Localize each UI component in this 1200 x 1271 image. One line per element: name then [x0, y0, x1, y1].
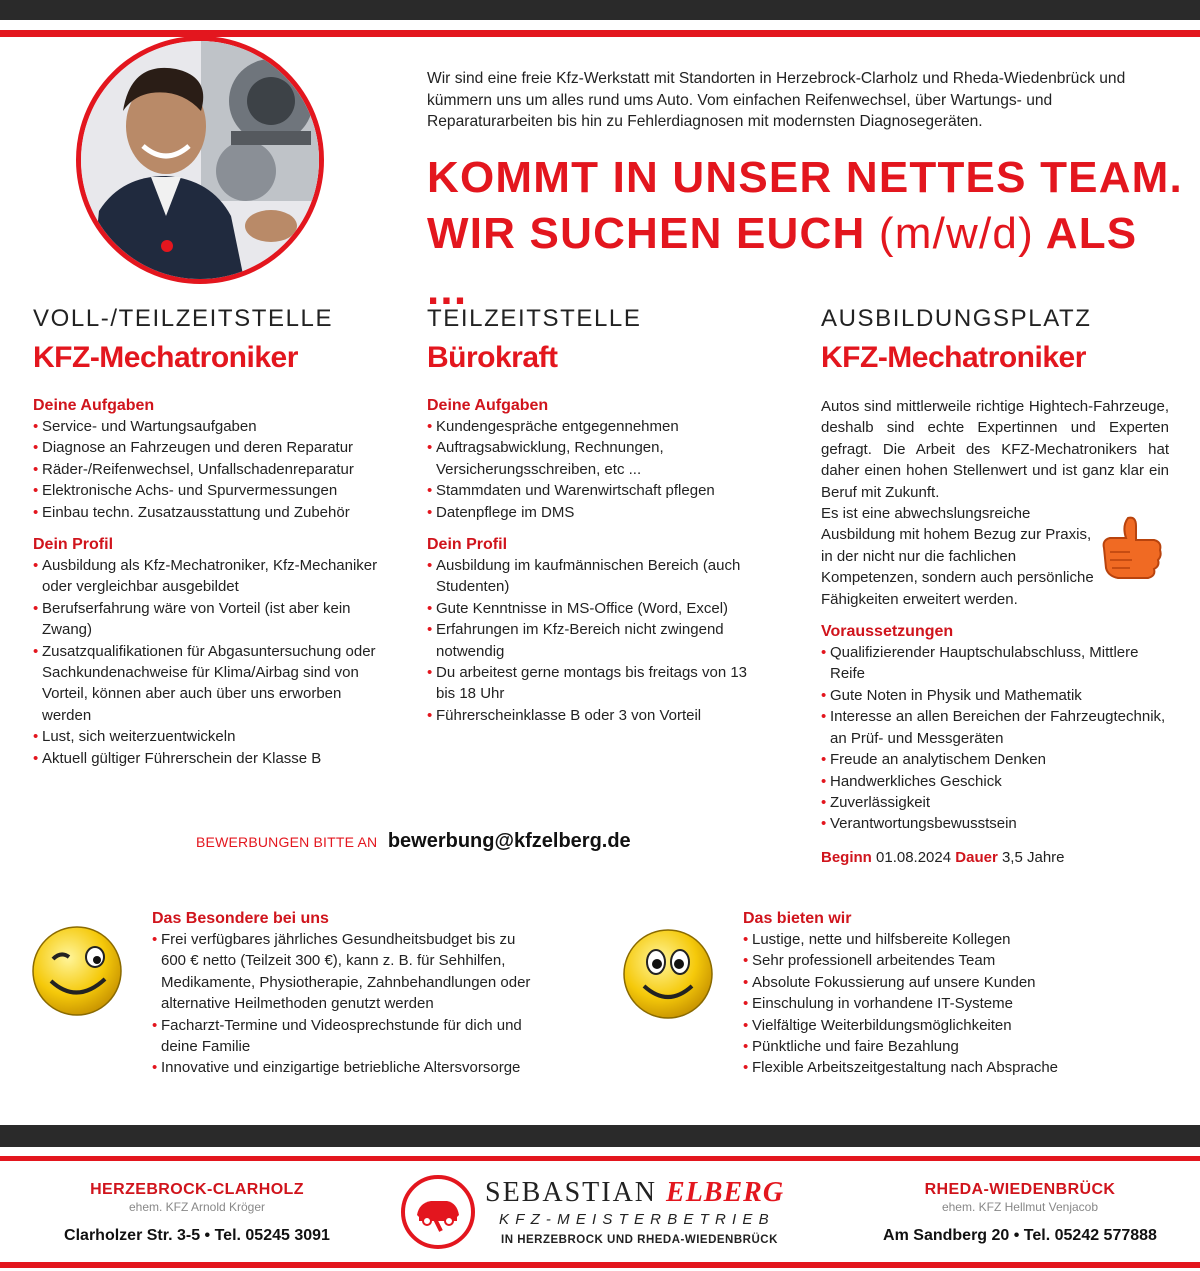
list-item: • Führerscheinklasse B oder 3 von Vorteil: [427, 705, 747, 726]
list-item: • Du arbeitest gerne montags bis freitags von 13 bis 18 Uhr: [427, 662, 747, 705]
headline-gender: (m/w/d): [878, 209, 1034, 258]
section-heading-profile: Dein Profil: [427, 536, 508, 554]
location-address: Am Sandberg 20 • Tel. 05242 577888: [883, 1227, 1157, 1244]
list-item: • Lustige, nette und hilfsbereite Kollegen: [743, 929, 1063, 950]
wink-smiley-icon: [31, 925, 123, 1017]
top-dark-bar: [0, 0, 1200, 20]
list-item: • Handwerkliches Geschick: [821, 771, 1169, 792]
start-and-duration: [821, 847, 1169, 868]
section-heading-requirements: Voraussetzungen: [821, 623, 954, 641]
list-item: • Service- und Wartungsaufgaben: [33, 416, 385, 437]
list-item: • Auftragsabwicklung, Rechnungen, Versicherungsschreiben, etc ...: [427, 437, 747, 480]
bottom-dark-bar: [0, 1125, 1200, 1147]
requirements-list: [821, 642, 1169, 835]
job-type: VOLL-/TEILZEITSTELLE: [33, 305, 334, 332]
location-city: RHEDA-WIEDENBRÜCK: [924, 1181, 1116, 1198]
job-type: AUSBILDUNGSPLATZ: [821, 305, 1092, 332]
top-red-line: [0, 30, 1200, 37]
elberg-car-logo-icon: [401, 1175, 475, 1249]
list-item: • Räder-/Reifenwechsel, Unfallschadenreparatur: [33, 459, 385, 480]
job-title: Bürokraft: [427, 341, 558, 374]
benefits-offer: [743, 909, 1063, 1079]
list-item: • Interesse an allen Bereichen der Fahrzeugtechnik, an Prüf- und Messgeräten: [821, 706, 1169, 749]
list-item: • Erfahrungen im Kfz-Bereich nicht zwingend notwendig: [427, 619, 747, 662]
application-email-link[interactable]: bewerbung@kfzelberg.de: [387, 830, 631, 852]
special-list: [152, 929, 542, 1079]
apprenticeship-description-2: Es ist eine abwechslungsreiche Ausbildung mit hohem Bezug zur Praxis, in der nicht nur die fachlichen Kompetenzen, sondern auch persönliche Fähigkeiten erweitert werden.: [821, 505, 1094, 608]
list-item: • Lust, sich weiterzuentwickeln: [33, 726, 385, 747]
location-previous-owner: ehem. KFZ Hellmut Venjacob: [941, 1200, 1099, 1214]
list-item: • Einbau techn. Zusatzausstattung und Zubehör: [33, 502, 385, 523]
list-item: • Einschulung in vorhandene IT-Systeme: [743, 993, 1063, 1014]
section-heading-tasks: Deine Aufgaben: [33, 397, 155, 414]
mechanic-photo: [76, 36, 324, 284]
list-item: • Gute Kenntnisse in MS-Office (Word, Excel): [427, 598, 747, 619]
application-line: [196, 830, 631, 853]
job-column-office: [427, 304, 747, 726]
headline-part-c: ALS ...: [427, 209, 1138, 314]
section-heading-offer: Das bieten wir: [743, 910, 852, 927]
list-item: • Freude an analytischem Denken: [821, 749, 1169, 770]
logo-first-name: SEBASTIAN: [485, 1177, 658, 1208]
list-item: • Ausbildung im kaufmännischen Bereich (auch Studenten): [427, 555, 747, 598]
duration-label: Dauer: [955, 848, 998, 866]
logo-last-name: ELBERG: [666, 1177, 785, 1208]
list-item: • Datenpflege im DMS: [427, 502, 747, 523]
list-item: • Zusatzqualifikationen für Abgasuntersuchung oder Sachkundenachweise für Klima/Airbag sind von Vorteil, können aber auch über uns erworben werden: [33, 641, 385, 727]
duration-value: 3,5 Jahre: [1001, 848, 1065, 866]
offer-list: [743, 929, 1063, 1079]
thumbs-up-icon: [1096, 514, 1166, 586]
list-item: • Vielfältige Weiterbildungsmöglichkeiten: [743, 1015, 1063, 1036]
section-heading-tasks: Deine Aufgaben: [427, 397, 549, 414]
job-title: KFZ-Mechatroniker: [33, 341, 298, 374]
list-item: • Berufserfahrung wäre von Vorteil (ist aber kein Zwang): [33, 598, 385, 641]
list-item: • Pünktliche und faire Bezahlung: [743, 1036, 1063, 1057]
list-item: • Frei verfügbares jährliches Gesundheitsbudget bis zu 600 € netto (Teilzeit 300 €), kann z. B. für Sehhilfen, Medikamente, Physiotherapie, Zahnbehandlungen oder alternative Heilmethoden genutzt werden: [152, 929, 542, 1015]
list-item: • Facharzt-Termine und Videosprechstunde für dich und deine Familie: [152, 1015, 542, 1058]
list-item: • Innovative und einzigartige betriebliche Altersvorsorge: [152, 1057, 542, 1078]
section-heading-special: Das Besondere bei uns: [152, 910, 329, 927]
logo-subtitle: KFZ-MEISTERBETRIEB: [499, 1211, 775, 1228]
task-list: [427, 416, 747, 523]
list-item: • Elektronische Achs- und Spurvermessungen: [33, 480, 385, 501]
headline-line-2: [427, 206, 1187, 318]
location-address: Clarholzer Str. 3-5 • Tel. 05245 3091: [64, 1227, 330, 1244]
list-item: • Kundengespräche entgegennehmen: [427, 416, 747, 437]
benefits-special: [152, 909, 542, 1079]
headline: [427, 150, 1187, 318]
logo-tagline: IN HERZEBROCK UND RHEDA-WIEDENBRÜCK: [501, 1234, 778, 1246]
list-item: • Stammdaten und Warenwirtschaft pflegen: [427, 480, 747, 501]
list-item: • Absolute Fokussierung auf unsere Kunden: [743, 972, 1063, 993]
logo-company-name: [485, 1177, 784, 1209]
footer-location-right: [865, 1181, 1175, 1245]
list-item: • Qualifizierender Hauptschulabschluss, Mittlere Reife: [821, 642, 1169, 685]
list-item: • Aktuell gültiger Führerschein der Klasse B: [33, 748, 385, 769]
list-item: • Gute Noten in Physik und Mathematik: [821, 685, 1169, 706]
happy-smiley-icon: [622, 928, 714, 1020]
profile-list: [33, 555, 385, 769]
headline-line-1: KOMMT IN UNSER NETTES TEAM.: [427, 153, 1183, 202]
list-item: • Ausbildung als Kfz-Mechatroniker, Kfz-Mechaniker oder vergleichbar ausgebildet: [33, 555, 385, 598]
begin-label: Beginn: [821, 848, 872, 866]
job-type: TEILZEITSTELLE: [427, 305, 642, 332]
profile-list: [427, 555, 747, 726]
list-item: • Verantwortungsbewusstsein: [821, 813, 1169, 834]
section-heading-profile: Dein Profil: [33, 536, 114, 554]
footer-location-left: [42, 1181, 352, 1245]
company-logo: [397, 1171, 797, 1259]
headline-part-a: WIR SUCHEN EUCH: [427, 209, 866, 258]
job-column-apprenticeship: [821, 304, 1169, 868]
footer-red-line: [0, 1262, 1200, 1268]
location-previous-owner: ehem. KFZ Arnold Kröger: [128, 1200, 266, 1214]
apprenticeship-description: Autos sind mittlerweile richtige Hightech-Fahrzeuge, deshalb sind echte Expertinnen und Experten gefragt. Die Arbeit des KFZ-Mechatronikers hat daher einen hohen Stellenwert und ist ganz klar ein Beruf mit Zukunft.: [821, 398, 1169, 501]
begin-value: 01.08.2024: [876, 848, 952, 866]
list-item: • Zuverlässigkeit: [821, 792, 1169, 813]
intro-text: Wir sind eine freie Kfz-Werkstatt mit Standorten in Herzebrock-Clarholz und Rheda-Wiedenbrück und kümmern uns um alles rund ums Auto. Vom einfachen Reifenwechsel, über Wartungs- und Reparaturarbeiten bis hin zu Fehlerdiagnosen mit modernsten Diagnosegeräten.: [427, 70, 1126, 130]
location-city: HERZEBROCK-CLARHOLZ: [90, 1181, 304, 1198]
list-item: • Sehr professionell arbeitendes Team: [743, 950, 1063, 971]
task-list: [33, 416, 385, 523]
job-title: KFZ-Mechatroniker: [821, 341, 1086, 374]
list-item: • Flexible Arbeitszeitgestaltung nach Absprache: [743, 1057, 1063, 1078]
bottom-red-line: [0, 1156, 1200, 1161]
list-item: • Diagnose an Fahrzeugen und deren Reparatur: [33, 437, 385, 458]
job-column-mechatronic: [33, 304, 385, 769]
application-label: BEWERBUNGEN BITTE AN: [196, 834, 378, 850]
